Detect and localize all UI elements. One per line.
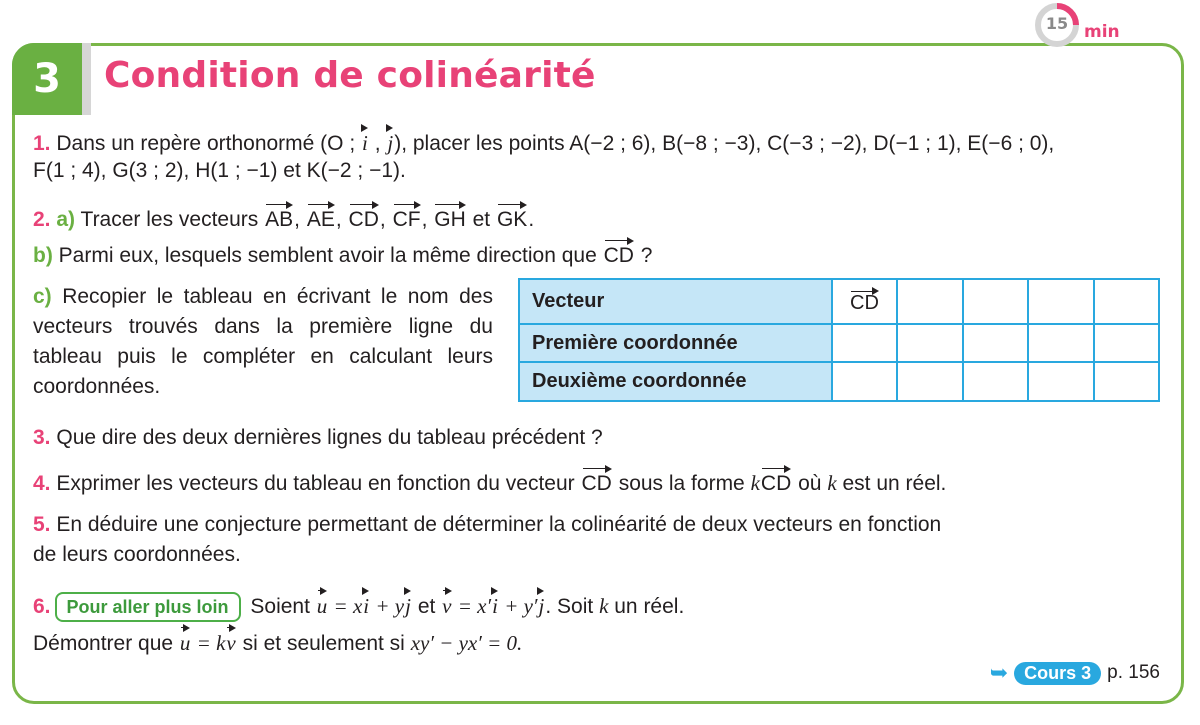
vector-ab: AB — [265, 201, 293, 235]
page-reference: p. 156 — [1107, 662, 1160, 683]
q3-text: Que dire des deux dernières lignes du tableau précédent ? — [56, 426, 603, 449]
eq-part: = x′ — [452, 594, 492, 618]
table-cell — [832, 362, 897, 401]
et-word: et — [417, 595, 436, 618]
arrow-icon: ➥ — [989, 660, 1009, 685]
q2c-label: c) — [33, 285, 52, 308]
k-var: k — [750, 471, 760, 495]
q2c-paragraph — [33, 282, 493, 402]
q4-line — [33, 465, 946, 499]
table-cell — [963, 324, 1028, 363]
table-cell — [963, 279, 1028, 324]
table-cell — [1094, 362, 1159, 401]
comma: , — [335, 208, 342, 231]
q1-text-a: Dans un repère orthonormé (O ; — [56, 132, 362, 155]
q5-number: 5. — [33, 513, 51, 536]
q6-text-b: . Soit — [545, 595, 594, 618]
eq-part: + y — [370, 594, 405, 618]
table-cell — [832, 279, 897, 324]
vector-cd: CD — [761, 465, 791, 499]
vector-v: v — [442, 587, 451, 621]
vector-gk: GK — [497, 201, 527, 235]
q4-text-a: Exprimer les vecteurs du tableau en fonction du vecteur — [56, 472, 575, 495]
q2b-line — [33, 237, 652, 271]
q2a-text: Tracer les vecteurs — [80, 208, 259, 231]
q4-text-c: où — [798, 472, 822, 495]
vector-i: i — [363, 587, 369, 621]
q2a-line — [33, 201, 534, 235]
q6-condition: xy′ − yx′ = 0. — [410, 631, 523, 655]
row-header-vecteur: Vecteur — [519, 279, 832, 324]
q4-text-d: est un réel. — [842, 472, 947, 495]
eq-part: + y′ — [498, 594, 538, 618]
table-cell — [897, 279, 962, 324]
timer-unit: min — [1084, 22, 1120, 42]
q2b-text: Parmi eux, lesquels semblent avoir la même direction que — [58, 244, 597, 267]
q5-line-2 — [33, 540, 241, 570]
q6-line2-b: si et seulement si — [242, 632, 405, 655]
q6-uk-eq — [179, 631, 237, 655]
q4-number: 4. — [33, 472, 51, 495]
exercise-title: Condition de colinéarité — [104, 55, 596, 96]
q6-text-c: un réel. — [614, 595, 685, 618]
q6-line-2 — [33, 624, 522, 659]
q6-line2-a: Démontrer que — [33, 632, 174, 655]
q5-text-a: En déduire une conjecture permettant de déterminer la colinéarité de deux vecteurs en fonction — [56, 513, 942, 536]
timer-value: 15 — [1045, 14, 1069, 33]
q6-v-eq — [441, 594, 545, 618]
table-cell — [832, 324, 897, 363]
table-cell — [897, 362, 962, 401]
vector-j: j — [405, 587, 411, 621]
q2b-end: ? — [634, 244, 653, 267]
row-header-premiere: Première coordonnée — [519, 324, 832, 363]
coordinates-table — [518, 278, 1160, 402]
q1-sep: , — [368, 132, 387, 155]
vector-i: i — [492, 587, 498, 621]
vector-cd: CD — [582, 465, 612, 499]
vector-cd: CD — [604, 237, 634, 271]
and-word: et — [472, 208, 491, 231]
vector-cd: CD — [349, 201, 379, 235]
q2-number: 2. — [33, 208, 51, 231]
q6-line-1 — [33, 587, 684, 622]
q6-u-eq — [316, 594, 412, 618]
table-cell — [963, 362, 1028, 401]
q3-number: 3. — [33, 426, 51, 449]
q4-text-b: sous la forme — [618, 472, 745, 495]
vector-u: u — [180, 624, 191, 658]
table-row — [519, 324, 1159, 363]
q2b-label: b) — [33, 244, 53, 267]
table-cell — [897, 324, 962, 363]
vector-j: j — [387, 124, 393, 158]
pour-aller-plus-loin-badge: Pour aller plus loin — [55, 592, 241, 622]
comma: , — [421, 208, 428, 231]
q6-text-a: Soient — [250, 595, 310, 618]
vector-cd: CD — [850, 288, 879, 315]
vector-u: u — [317, 587, 328, 621]
q5-text-b: de leurs coordonnées. — [33, 543, 241, 566]
vector-cf: CF — [393, 201, 421, 235]
comma: , — [294, 208, 300, 231]
q5-line-1 — [33, 510, 941, 540]
vector-j: j — [539, 587, 545, 621]
q1-text-c: F(1 ; 4), G(3 ; 2), H(1 ; −1) et K(−2 ; −1). — [33, 159, 406, 182]
table-row — [519, 362, 1159, 401]
q6-number: 6. — [33, 595, 51, 618]
course-link[interactable]: Cours 3 — [1014, 662, 1101, 685]
vector-i: i — [362, 124, 368, 158]
comma: , — [379, 208, 386, 231]
q1-text-b: ), placer les points A(−2 ; 6), B(−8 ; −3), C(−3 ; −2), D(−1 ; 1), E(−6 ; 0), — [394, 132, 1055, 155]
row-header-deuxieme: Deuxième coordonnée — [519, 362, 832, 401]
table-cell — [1094, 324, 1159, 363]
vector-v: v — [226, 624, 235, 658]
vector-gh: GH — [434, 201, 466, 235]
table-cell — [1028, 324, 1093, 363]
table-cell — [1028, 362, 1093, 401]
q1-line-1 — [33, 124, 1054, 159]
table-cell — [1028, 279, 1093, 324]
q2a-label: a) — [56, 208, 76, 231]
eq-part: = k — [191, 631, 226, 655]
q1-line-2 — [33, 156, 406, 186]
k-var: k — [827, 471, 837, 495]
exercise-number: 3 — [12, 43, 82, 115]
q3-line — [33, 423, 603, 453]
k-var: k — [599, 594, 609, 618]
q1-number: 1. — [33, 132, 51, 155]
eq-part: = x — [328, 594, 363, 618]
table-row — [519, 279, 1159, 324]
period: . — [528, 208, 535, 231]
q2c-text: Recopier le tableau en écrivant le nom des vecteurs trouvés dans la première ligne du tableau puis le compléter en calculant leurs coordonnées. — [33, 285, 493, 398]
course-reference[interactable] — [990, 660, 1160, 686]
number-tab-shadow — [82, 43, 91, 115]
vector-ae: AE — [307, 201, 335, 235]
table-cell — [1094, 279, 1159, 324]
